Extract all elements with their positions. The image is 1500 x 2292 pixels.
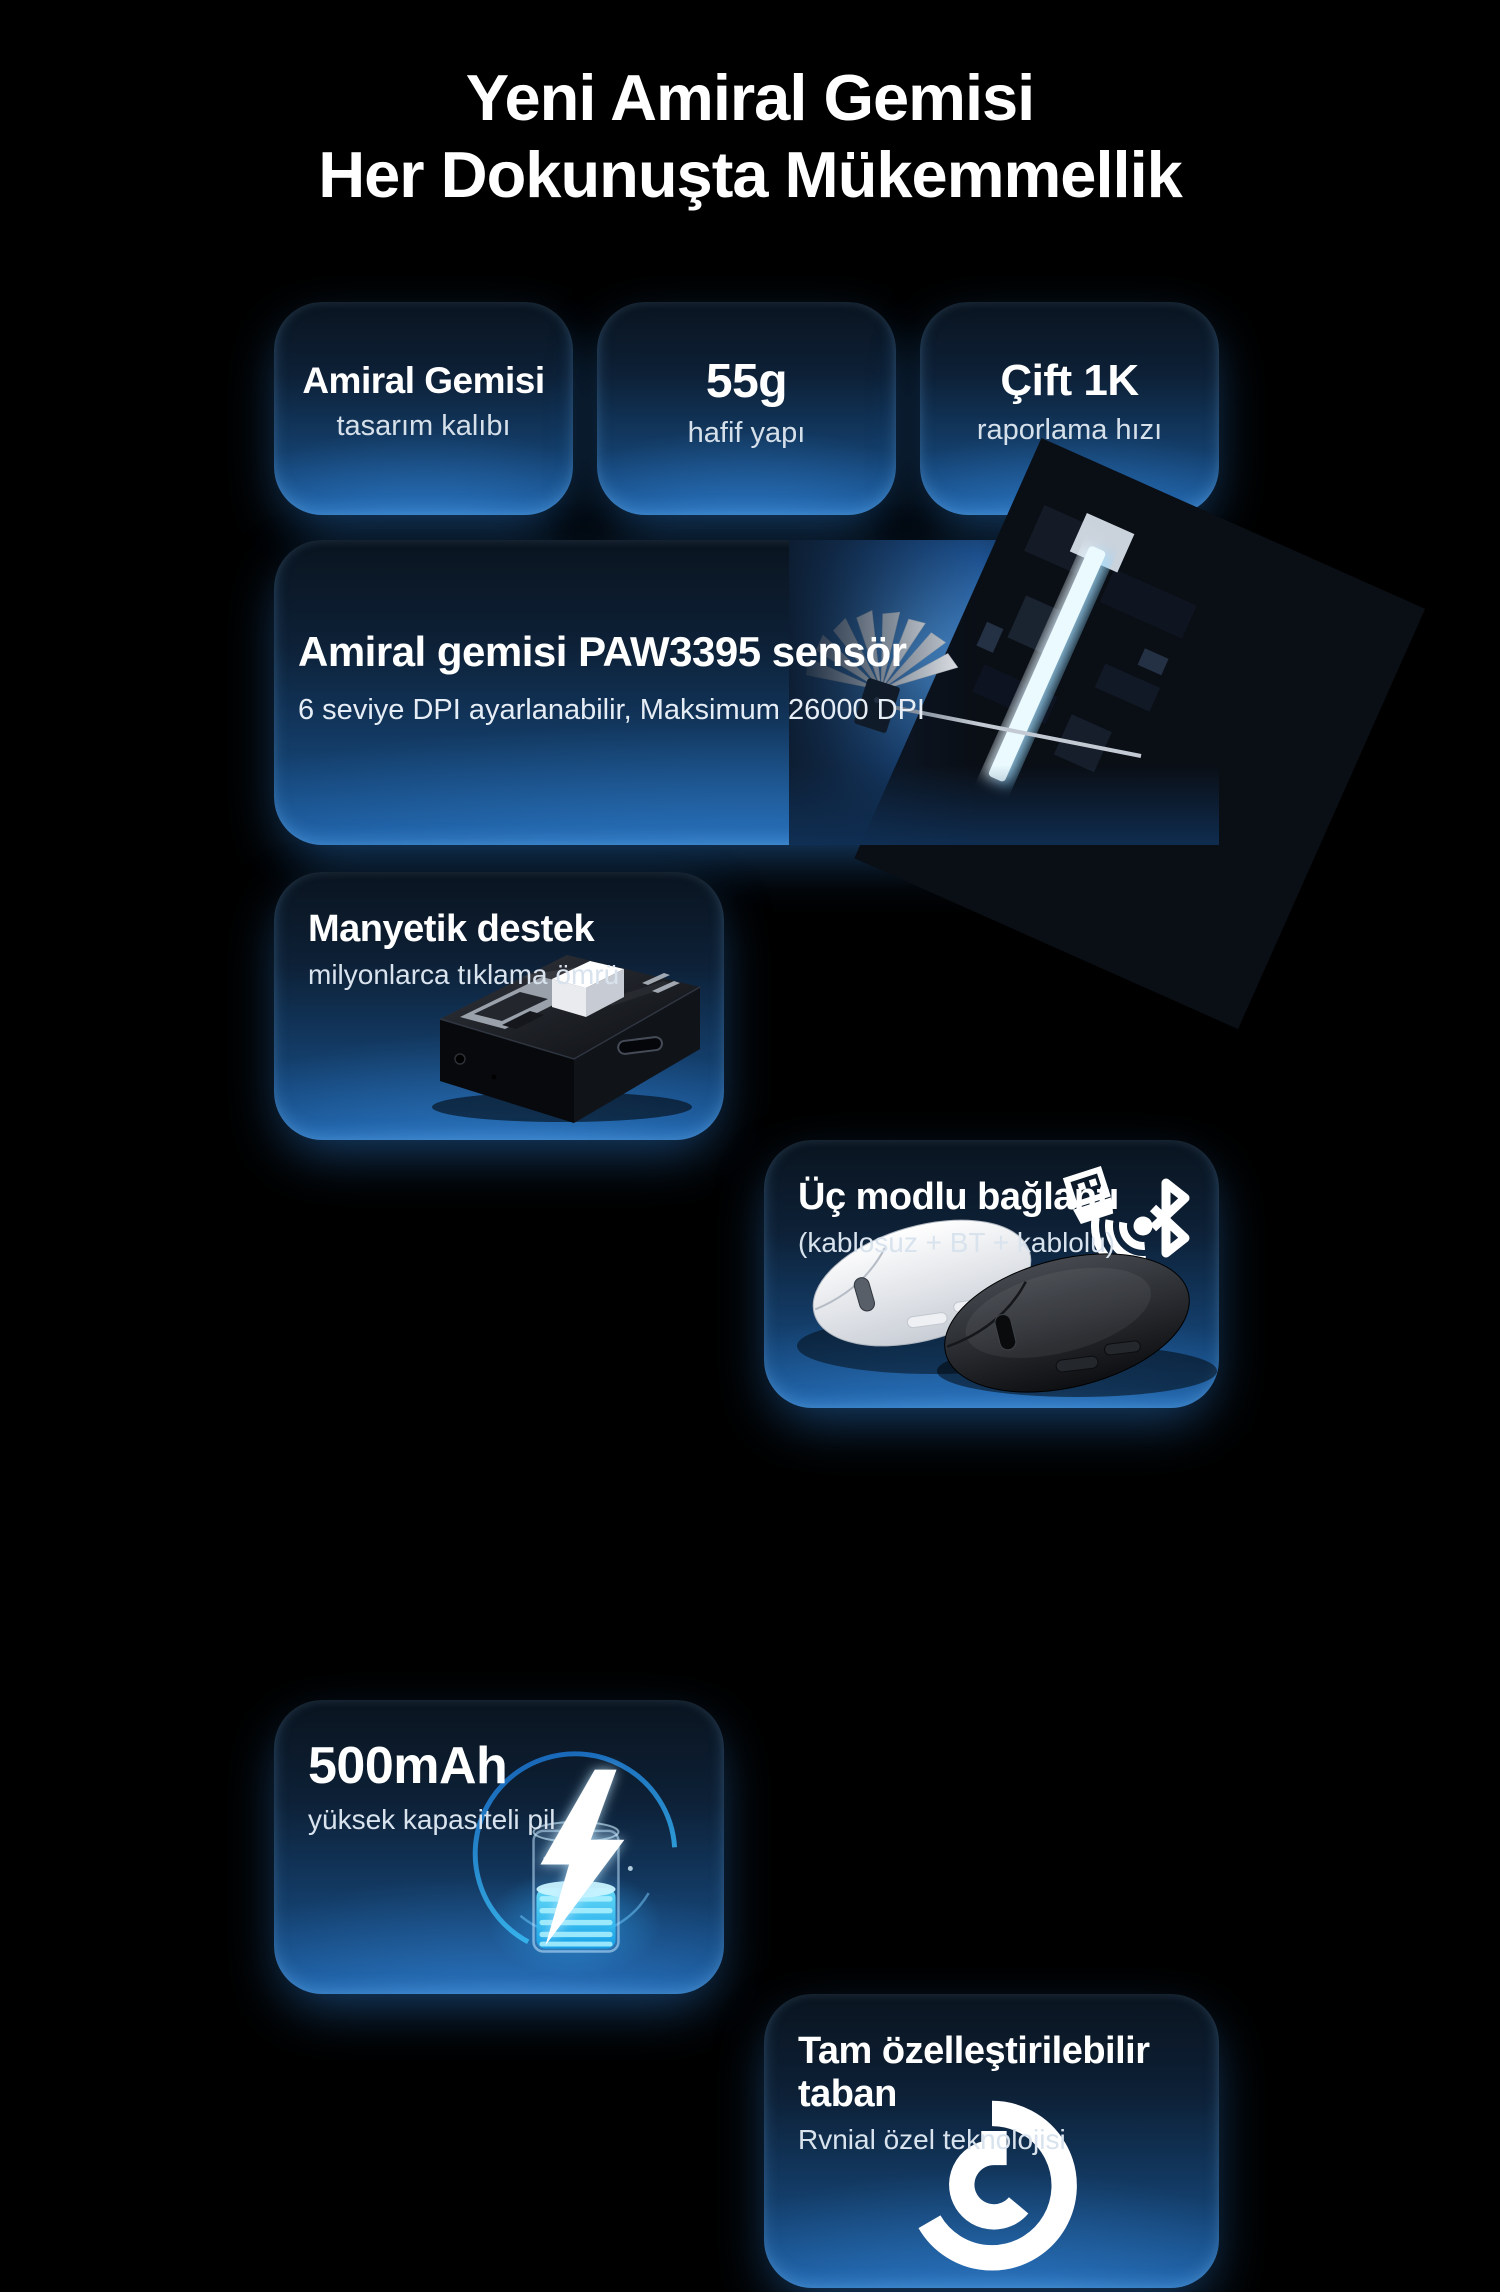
card-polling-title: Çift 1K — [1000, 356, 1139, 405]
card-base — [764, 1994, 1219, 2288]
card-design-title: Amiral Gemisi — [302, 360, 545, 401]
page-title — [0, 60, 1500, 213]
battery-subtitle: yüksek kapasiteli pil — [308, 1804, 556, 1835]
base-subtitle: Rvnial özel teknolojisi — [798, 2124, 1066, 2155]
card-battery — [274, 1700, 724, 1994]
battery-title: 500mAh — [308, 1737, 508, 1795]
card-design — [274, 302, 573, 515]
card-polling-subtitle: raporlama hızı — [976, 414, 1163, 446]
base-title: Tam özelleştirilebilir taban — [798, 2030, 1150, 2115]
card-weight-title: 55g — [705, 354, 788, 408]
sensor-subtitle: 6 seviye DPI ayarlanabilir, Maksimum 26000 DPI — [298, 694, 925, 726]
sensor-text-block — [298, 628, 925, 727]
magnetic-title: Manyetik destek — [308, 908, 595, 950]
card-design-subtitle: tasarım kalıbı — [336, 410, 511, 442]
rvnial-logo-icon — [902, 2092, 1082, 2292]
page-title-line1: Yeni Amiral Gemisi — [465, 61, 1035, 134]
page-title-line2: Her Dokunuşta Mükemmellik — [318, 137, 1182, 211]
switch-tester-box-photo — [402, 921, 712, 1126]
card-magnetic — [274, 872, 724, 1140]
trimode-subtitle: (kablosuz + BT + kablolu) — [798, 1227, 1115, 1258]
card-weight — [597, 302, 896, 515]
card-weight-subtitle: hafif yapı — [687, 416, 806, 449]
sensor-title: Amiral gemisi PAW3395 sensör — [298, 628, 907, 675]
white-and-black-mice-photo — [782, 1191, 1232, 1406]
trimode-title: Üç modlu bağlantı — [798, 1176, 1119, 1218]
magnetic-subtitle: milyonlarca tıklama ömrü — [308, 959, 620, 990]
card-trimode — [764, 1140, 1219, 1408]
card-sensor — [274, 540, 1219, 845]
